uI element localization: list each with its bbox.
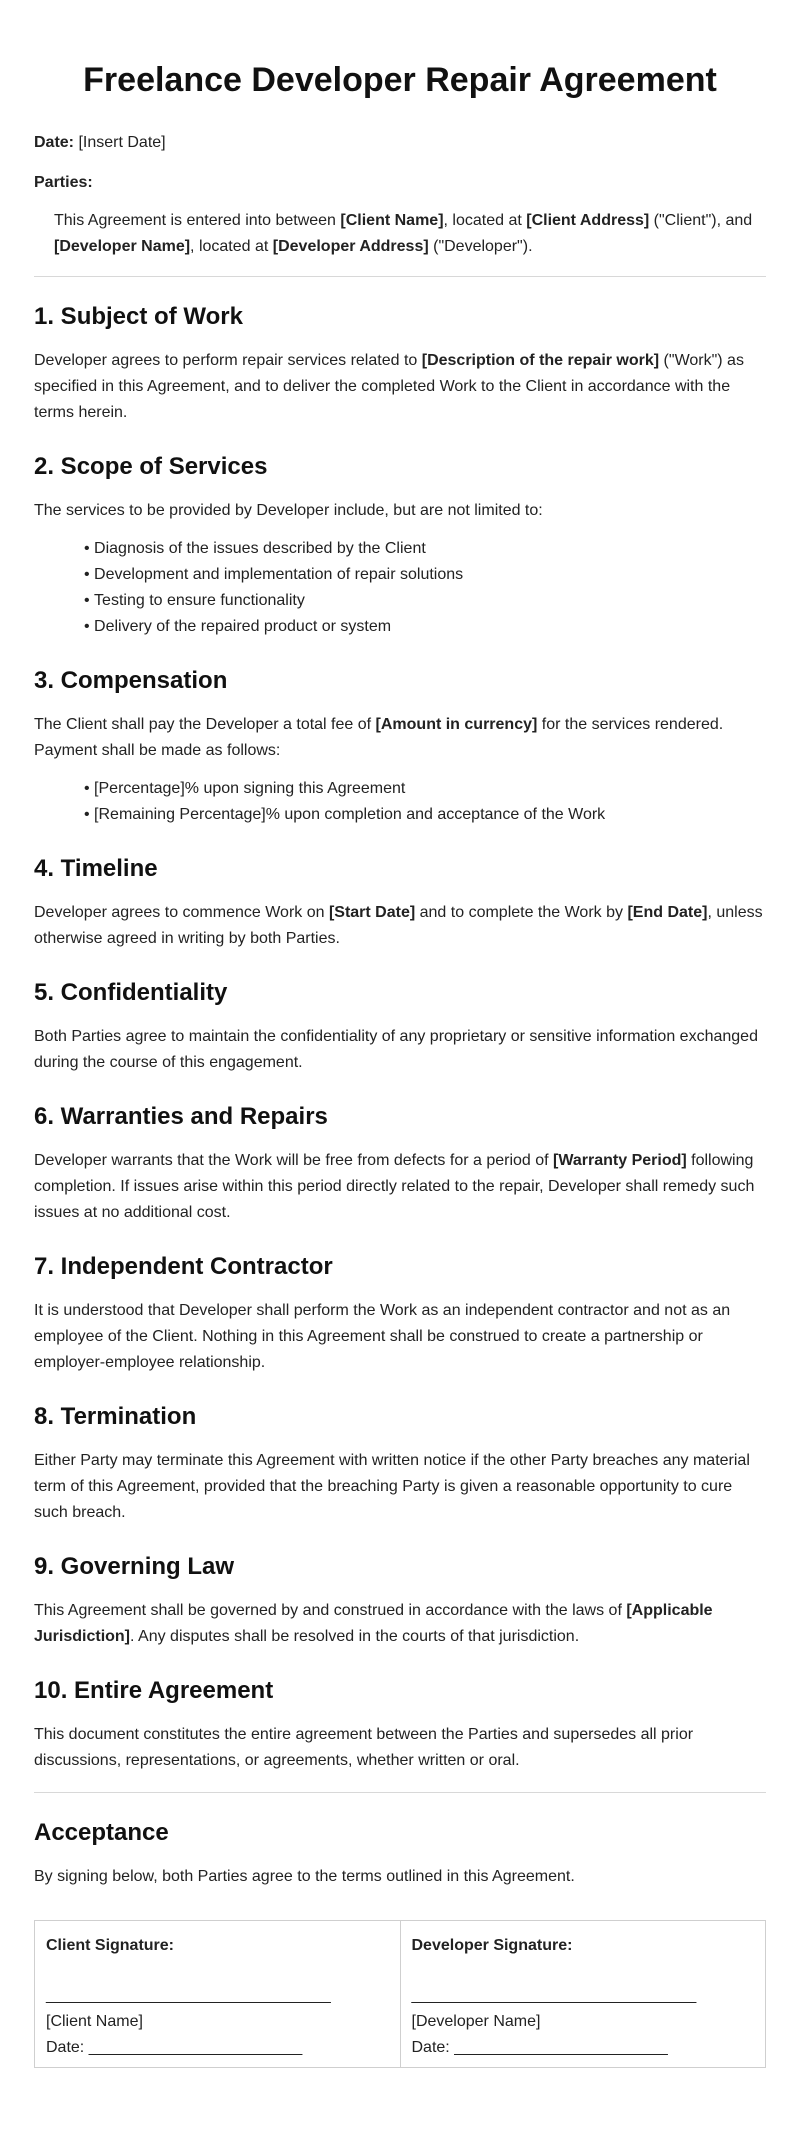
jurisdiction-placeholder: [Applicable Jurisdiction] xyxy=(34,1602,713,1645)
section-2-heading: 2. Scope of Services xyxy=(34,453,268,480)
section-1-text-2: ("Work") as specified in this Agreement, and to deliver the completed Work to the Client in accordance with the terms herein. xyxy=(34,352,744,421)
section-2-intro: The services to be provided by Developer include, but are not limited to: xyxy=(34,502,543,519)
section-3-heading: 3. Compensation xyxy=(34,667,228,694)
client-signature-label: Client Signature: xyxy=(46,1937,175,1954)
parties-text-4: , located at xyxy=(190,238,273,255)
developer-signature-name: [Developer Name] xyxy=(411,2013,541,2030)
section-9-text-1: This Agreement shall be governed by and construed in accordance with the laws of xyxy=(34,1602,627,1619)
developer-signature-label: Developer Signature: xyxy=(411,1937,573,1954)
list-item: • Delivery of the repaired product or system xyxy=(84,614,766,640)
section-9-text-2: . Any disputes shall be resolved in the courts of that jurisdiction. xyxy=(130,1628,580,1645)
list-item: • [Remaining Percentage]% upon completion and acceptance of the Work xyxy=(84,802,766,828)
section-3-body xyxy=(34,712,766,764)
section-4-body xyxy=(34,900,766,952)
warranty-period-placeholder: [Warranty Period] xyxy=(553,1152,687,1169)
section-9-body xyxy=(34,1598,766,1650)
section-7-body: It is understood that Developer shall perform the Work as an independent contractor and not as an employee of the Client. Nothing in this Agreement shall be construed to create a partnership or employer-employee relationship. xyxy=(34,1302,731,1371)
section-1-text-1: Developer agrees to perform repair services related to xyxy=(34,352,422,369)
client-signature-line: ________________________________ xyxy=(46,1987,331,2004)
date-value: [Insert Date] xyxy=(74,134,166,151)
client-signature-cell xyxy=(35,1921,400,2067)
acceptance-heading: Acceptance xyxy=(34,1819,169,1846)
date-label: Date: xyxy=(34,134,75,151)
section-3-text-2: for the services rendered. Payment shall be made as follows: xyxy=(34,716,724,759)
section-8-body: Either Party may terminate this Agreement with written notice if the other Party breaches any material term of this Agreement, provided that the breaching Party is given a reasonable opportunity to cure such breach. xyxy=(34,1452,750,1521)
payment-list xyxy=(34,776,766,828)
section-1-body xyxy=(34,348,766,426)
parties-text-2: , located at xyxy=(443,212,527,229)
developer-address-placeholder: [Developer Address] xyxy=(272,238,429,255)
repair-description-placeholder: [Description of the repair work] xyxy=(421,352,660,369)
parties-label-text: Parties: xyxy=(34,174,93,191)
list-item: • [Percentage]% upon signing this Agreement xyxy=(84,776,766,802)
section-6-text-1: Developer warrants that the Work will be free from defects for a period of xyxy=(34,1152,554,1169)
parties-text-1: This Agreement is entered into between xyxy=(54,212,341,229)
section-6-body xyxy=(34,1148,766,1226)
client-name-placeholder: [Client Name] xyxy=(340,212,444,229)
services-list xyxy=(34,536,766,640)
parties-text-3: ("Client"), and xyxy=(649,212,753,229)
section-8-heading: 8. Termination xyxy=(34,1403,197,1430)
parties-label xyxy=(34,170,766,196)
list-item: • Diagnosis of the issues described by the Client xyxy=(84,536,766,562)
acceptance-body: By signing below, both Parties agree to the terms outlined in this Agreement. xyxy=(34,1868,575,1885)
section-10-heading: 10. Entire Agreement xyxy=(34,1677,274,1704)
section-5-body: Both Parties agree to maintain the confidentiality of any proprietary or sensitive information exchanged during the course of this engagement. xyxy=(34,1028,758,1071)
date-line xyxy=(34,130,766,156)
list-item: • Development and implementation of repair solutions xyxy=(84,562,766,588)
signature-table xyxy=(34,1920,766,2068)
section-7-heading: 7. Independent Contractor xyxy=(34,1253,333,1280)
developer-signature-date: Date: ________________________ xyxy=(411,2039,668,2056)
section-4-text-3: , unless otherwise agreed in writing by both Parties. xyxy=(34,904,763,947)
section-10-body: This document constitutes the entire agreement between the Parties and supersedes all prior discussions, representations, or agreements, whether written or oral. xyxy=(34,1726,694,1769)
document-title: Freelance Developer Repair Agreement xyxy=(83,61,717,99)
start-date-placeholder: [Start Date] xyxy=(328,904,416,921)
divider xyxy=(34,276,766,277)
section-4-text-2: and to complete the Work by xyxy=(415,904,628,921)
section-3-text-1: The Client shall pay the Developer a total fee of xyxy=(34,716,376,733)
developer-name-placeholder: [Developer Name] xyxy=(54,238,191,255)
section-4-heading: 4. Timeline xyxy=(34,855,158,882)
section-6-heading: 6. Warranties and Repairs xyxy=(34,1103,328,1130)
section-9-heading: 9. Governing Law xyxy=(34,1553,235,1580)
developer-signature-line: ________________________________ xyxy=(411,1987,697,2004)
parties-text-5: ("Developer"). xyxy=(428,238,533,255)
parties-paragraph xyxy=(34,208,766,260)
section-6-text-2: following completion. If issues arise within this period directly related to the repair, Developer shall remedy such issues at no additional cost. xyxy=(34,1152,755,1221)
divider xyxy=(34,1792,766,1793)
client-signature-name: [Client Name] xyxy=(46,2013,143,2030)
client-address-placeholder: [Client Address] xyxy=(526,212,650,229)
end-date-placeholder: [End Date] xyxy=(627,904,708,921)
list-item: • Testing to ensure functionality xyxy=(84,588,766,614)
section-1-heading: 1. Subject of Work xyxy=(34,303,243,330)
section-4-text-1: Developer agrees to commence Work on xyxy=(34,904,329,921)
section-5-heading: 5. Confidentiality xyxy=(34,979,228,1006)
amount-placeholder: [Amount in currency] xyxy=(375,716,538,733)
developer-signature-cell xyxy=(400,1921,766,2067)
client-signature-date: Date: ________________________ xyxy=(46,2039,303,2056)
